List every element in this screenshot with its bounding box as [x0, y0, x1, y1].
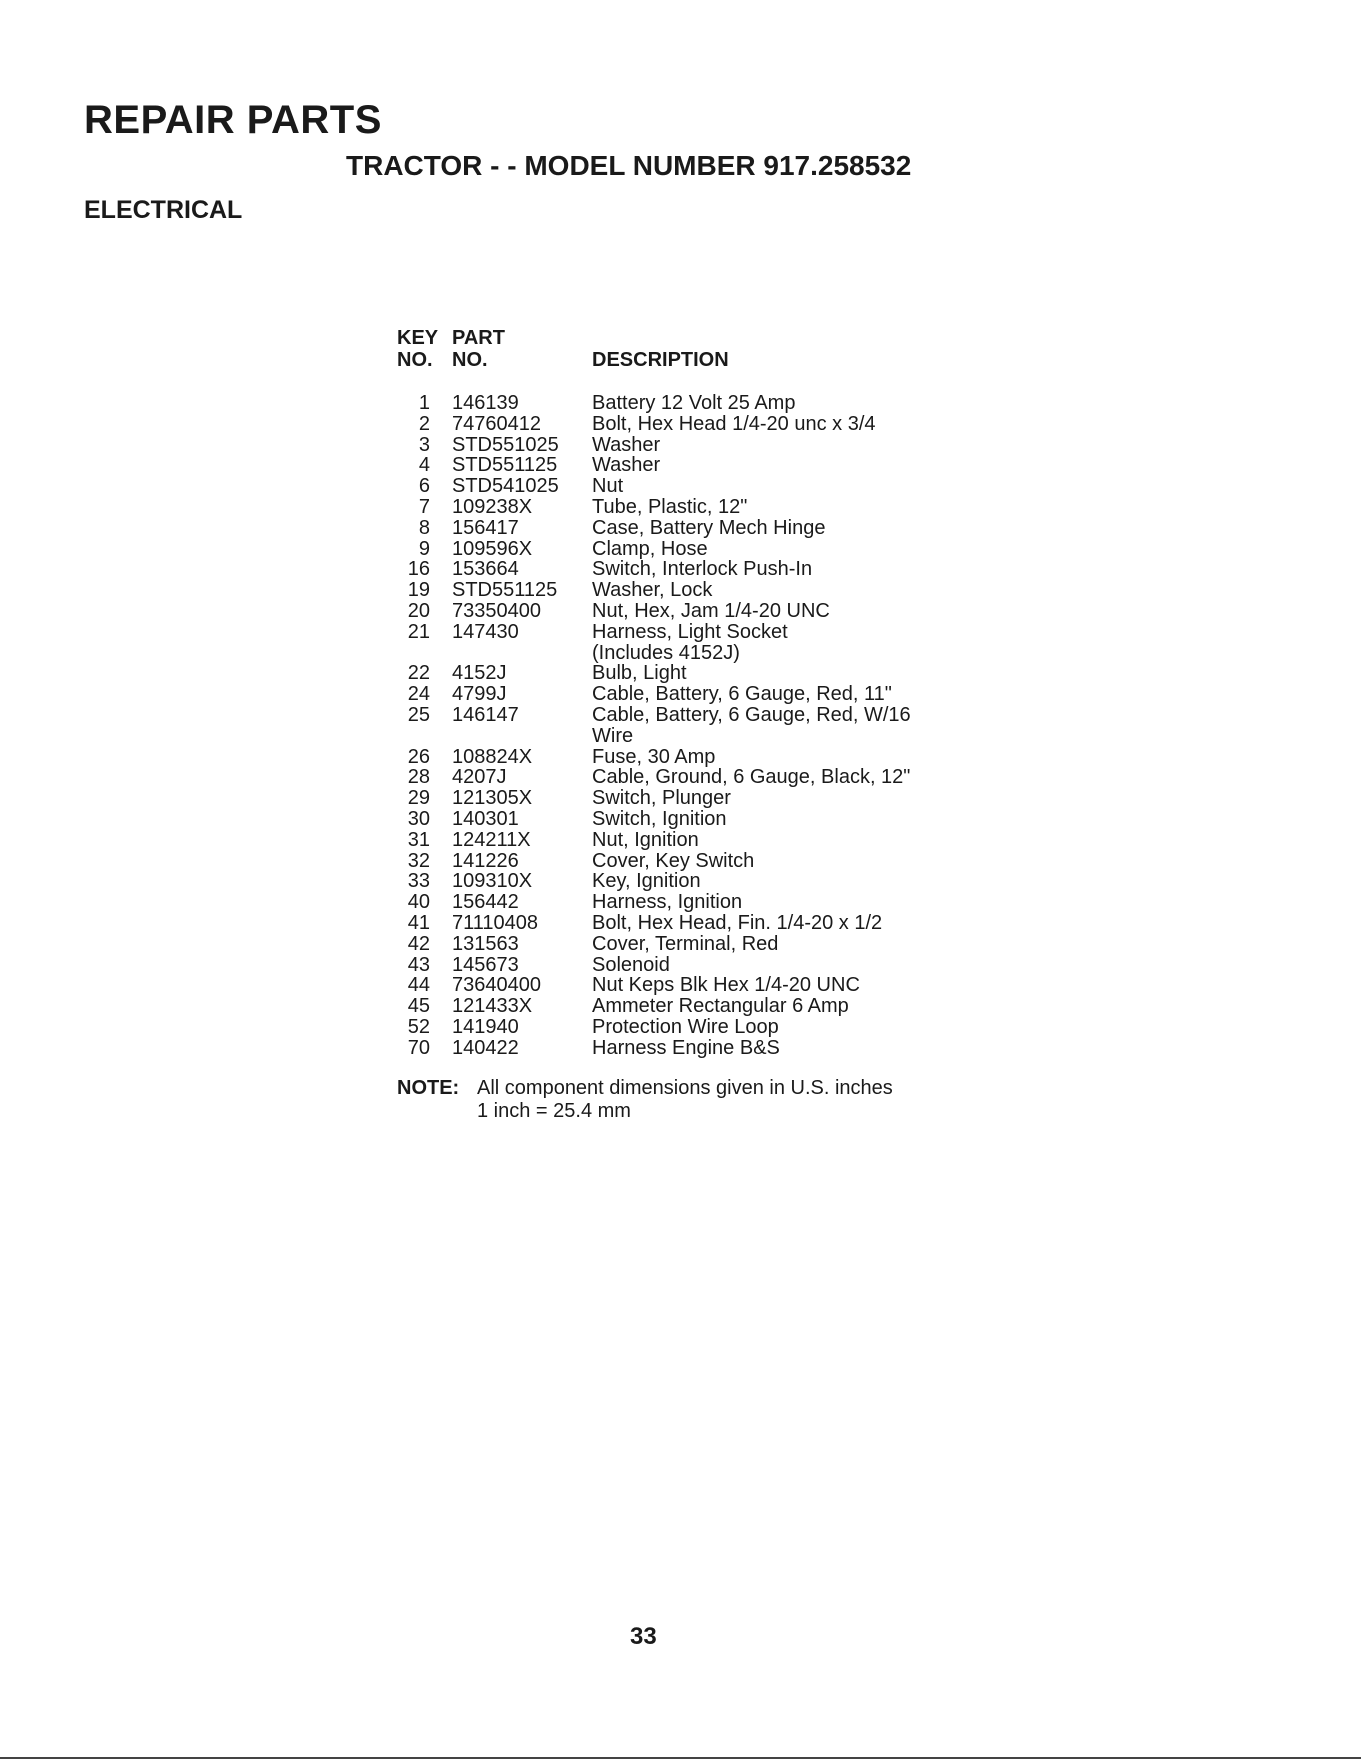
table-row: [397, 580, 952, 601]
table-row: [397, 622, 952, 664]
part-number: STD551125: [452, 579, 558, 602]
part-number: STD541025: [452, 475, 559, 498]
description-line: Cable, Battery, 6 Gauge, Red, 11": [592, 683, 892, 706]
key-number: 9: [418, 537, 430, 560]
key-number: 2: [418, 412, 430, 435]
part-number: 109238X: [452, 495, 533, 518]
key-number: 52: [407, 1015, 430, 1038]
part-description: [592, 975, 952, 996]
table-row: [397, 684, 952, 705]
description-line: Switch, Plunger: [592, 787, 731, 810]
key-number: 25: [407, 703, 430, 726]
part-description: [592, 767, 952, 788]
table-row: [397, 414, 952, 435]
part-number: 71110408: [452, 911, 539, 934]
part-number: 146147: [452, 703, 519, 726]
table-row: [397, 476, 952, 497]
table-row: [397, 788, 952, 809]
key-number: 7: [418, 495, 430, 518]
key-number: 40: [407, 891, 430, 914]
part-number: 146139: [452, 392, 519, 414]
part-description: [592, 663, 952, 684]
description-line: Switch, Interlock Push-In: [592, 558, 813, 581]
part-description: [592, 871, 952, 892]
page-title: REPAIR PARTS: [84, 98, 382, 142]
part-number: 73640400: [452, 974, 541, 997]
header-key-line2: NO.: [397, 349, 433, 371]
part-number: 141940: [452, 1015, 519, 1038]
key-number: 33: [407, 870, 430, 893]
part-number: 153664: [452, 558, 519, 581]
part-number: 131563: [452, 932, 519, 955]
part-number: 156442: [452, 891, 519, 914]
part-description: [592, 955, 952, 976]
part-number: 147430: [452, 620, 519, 643]
description-line: Protection Wire Loop: [592, 1015, 779, 1038]
key-number: 41: [407, 911, 430, 934]
part-number: 156417: [452, 516, 519, 539]
note: [397, 1077, 893, 1122]
part-description: [592, 414, 952, 435]
description-line: Bulb, Light: [592, 662, 687, 685]
description-line-continued: Wire: [592, 724, 634, 747]
header-part-line2: NO.: [452, 349, 488, 371]
table-row: [397, 830, 952, 851]
description-line: Cable, Ground, 6 Gauge, Black, 12": [592, 766, 911, 789]
key-number: 24: [407, 683, 430, 706]
part-description: [592, 539, 952, 560]
key-number: 16: [407, 558, 430, 581]
key-number: 31: [407, 828, 430, 851]
table-row: [397, 497, 952, 518]
key-number: 45: [407, 995, 430, 1018]
part-number: 124211X: [452, 828, 531, 851]
description-line: Battery 12 Volt 25 Amp: [592, 392, 796, 414]
part-number: 4152J: [452, 662, 507, 685]
key-number: 70: [407, 1036, 430, 1059]
section-heading: ELECTRICAL: [84, 196, 243, 224]
table-row: [397, 518, 952, 539]
key-number: 42: [407, 932, 430, 955]
description-line: Case, Battery Mech Hinge: [592, 516, 826, 539]
description-line: Washer: [592, 454, 661, 477]
key-number: 29: [407, 787, 430, 810]
key-number: 30: [407, 807, 430, 830]
table-row: [397, 705, 952, 747]
description-line: Solenoid: [592, 953, 670, 976]
description-line: Washer: [592, 433, 661, 456]
key-number: 20: [407, 599, 430, 622]
part-description: [592, 934, 952, 955]
key-number: 6: [418, 475, 430, 498]
part-number: 4799J: [452, 683, 507, 706]
part-description: [592, 830, 952, 851]
part-number: 145673: [452, 953, 519, 976]
table-row: [397, 871, 952, 892]
part-description: [592, 393, 952, 414]
part-description: [592, 476, 952, 497]
part-description: [592, 851, 952, 872]
part-description: [592, 601, 952, 622]
table-row: [397, 913, 952, 934]
part-number: 121305X: [452, 787, 533, 810]
table-row: [397, 663, 952, 684]
header-description: DESCRIPTION: [592, 349, 729, 371]
key-number: 19: [407, 579, 430, 602]
table-row: [397, 601, 952, 622]
key-number: 4: [418, 454, 430, 477]
table-row: [397, 767, 952, 788]
table-header-row-1: [397, 327, 952, 349]
table-row: [397, 559, 952, 580]
part-number: 108824X: [452, 745, 533, 768]
part-number: STD551125: [452, 454, 558, 477]
table-row: [397, 934, 952, 955]
part-description: [592, 455, 952, 476]
part-number: 141226: [452, 849, 519, 872]
description-line: Harness, Ignition: [592, 891, 743, 914]
parts-body: [397, 393, 952, 1059]
table-header-row-2: [397, 349, 952, 371]
key-number: 22: [407, 662, 430, 685]
key-number: 44: [407, 974, 430, 997]
part-description: [592, 580, 952, 601]
description-line: Switch, Ignition: [592, 807, 727, 830]
key-number: 3: [418, 433, 430, 456]
table-row: [397, 996, 952, 1017]
part-description: [592, 996, 952, 1017]
key-number: 1: [418, 392, 430, 414]
part-description: [592, 913, 952, 934]
part-number: 109596X: [452, 537, 533, 560]
bottom-rule: [0, 1757, 1361, 1759]
key-number: 26: [407, 745, 430, 768]
table-row: [397, 955, 952, 976]
note-line-2: 1 inch = 25.4 mm: [477, 1100, 631, 1122]
part-number: 140422: [452, 1036, 519, 1059]
note-line-1: All component dimensions given in U.S. inches: [477, 1077, 893, 1099]
table-row: [397, 435, 952, 456]
description-line: Nut: [592, 475, 624, 498]
part-description: [592, 622, 952, 664]
part-description: [592, 788, 952, 809]
part-description: [592, 747, 952, 768]
header-key-line1: KEY: [397, 327, 439, 349]
note-label: NOTE:: [397, 1077, 460, 1099]
part-description: [592, 892, 952, 913]
description-line: Bolt, Hex Head, Fin. 1/4-20 x 1/2: [592, 911, 883, 934]
description-line: Clamp, Hose: [592, 537, 708, 560]
part-description: [592, 705, 952, 747]
part-description: [592, 684, 952, 705]
page-number: 33: [630, 1623, 657, 1650]
part-description: [592, 497, 952, 518]
parts-table: [397, 327, 952, 1059]
part-number: STD551025: [452, 433, 559, 456]
header-part-line1: PART: [452, 327, 505, 349]
description-line: Cover, Terminal, Red: [592, 932, 779, 955]
description-line: Nut Keps Blk Hex 1/4-20 UNC: [592, 974, 860, 997]
part-description: [592, 809, 952, 830]
table-row: [397, 1017, 952, 1038]
description-line: Harness Engine B&S: [592, 1036, 780, 1059]
key-number: 8: [418, 516, 430, 539]
part-number: 109310X: [452, 870, 533, 893]
table-row: [397, 809, 952, 830]
part-number: 74760412: [452, 412, 541, 435]
part-description: [592, 1038, 952, 1059]
description-line: Key, Ignition: [592, 870, 701, 893]
part-number: 73350400: [452, 599, 541, 622]
description-line: Nut, Hex, Jam 1/4-20 UNC: [592, 599, 830, 622]
description-line: Harness, Light Socket: [592, 620, 788, 643]
table-row: [397, 1038, 952, 1059]
table-row: [397, 975, 952, 996]
table-row: [397, 393, 952, 414]
description-line: Fuse, 30 Amp: [592, 745, 716, 768]
key-number: 32: [407, 849, 430, 872]
key-number: 28: [407, 766, 430, 789]
description-line: Cable, Battery, 6 Gauge, Red, W/16: [592, 703, 911, 726]
part-description: [592, 559, 952, 580]
table-row: [397, 539, 952, 560]
part-description: [592, 518, 952, 539]
description-line-continued: (Includes 4152J): [592, 641, 740, 664]
description-line: Tube, Plastic, 12": [592, 495, 748, 518]
description-line: Nut, Ignition: [592, 828, 699, 851]
part-number: 4207J: [452, 766, 507, 789]
table-row: [397, 851, 952, 872]
table-row: [397, 892, 952, 913]
part-number: 121433X: [452, 995, 533, 1018]
description-line: Ammeter Rectangular 6 Amp: [592, 995, 849, 1018]
key-number: 21: [407, 620, 430, 643]
key-number: 43: [407, 953, 430, 976]
part-description: [592, 1017, 952, 1038]
description-line: Washer, Lock: [592, 579, 713, 602]
model-heading: TRACTOR - - MODEL NUMBER 917.258532: [346, 150, 912, 181]
part-number: 140301: [452, 807, 519, 830]
description-line: Cover, Key Switch: [592, 849, 755, 872]
table-row: [397, 747, 952, 768]
table-row: [397, 455, 952, 476]
part-description: [592, 435, 952, 456]
description-line: Bolt, Hex Head 1/4-20 unc x 3/4: [592, 412, 876, 435]
